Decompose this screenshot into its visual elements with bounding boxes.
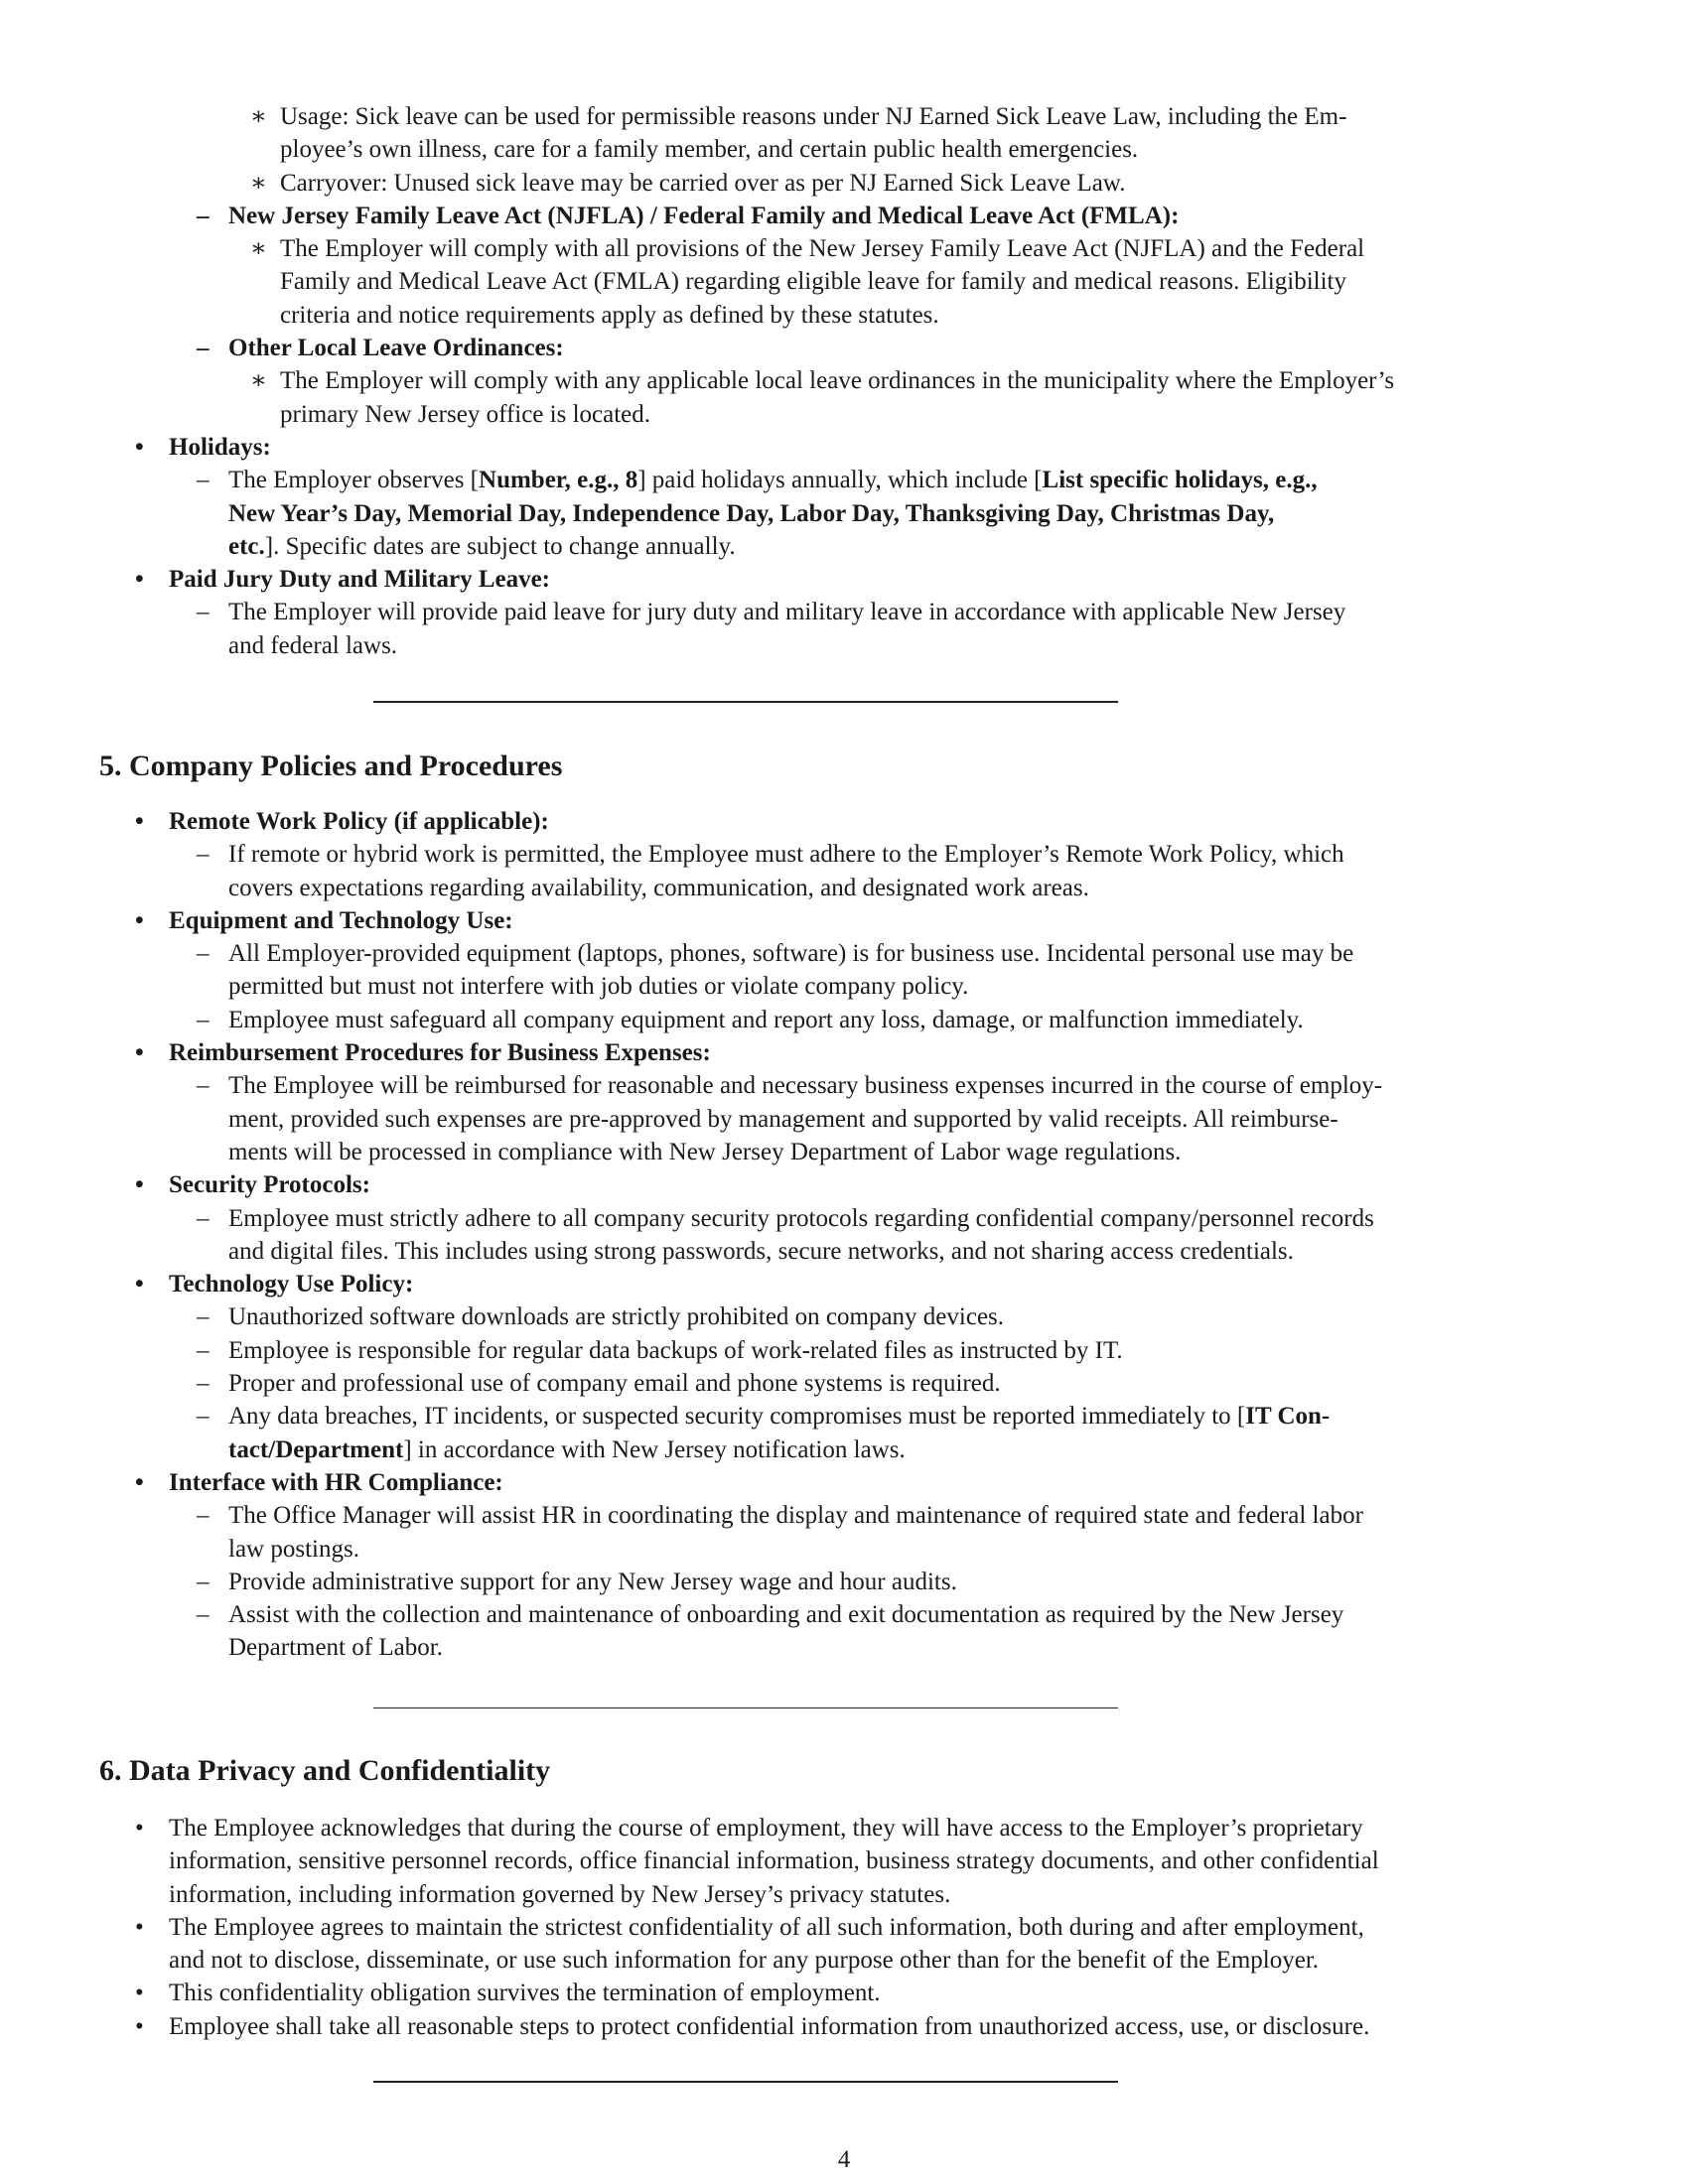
page-number: 4 (837, 2146, 851, 2173)
section-5-list: • Remote Work Policy (if applicable): – If remote or hybrid work is permitted, the Employee must adhere to the Employer’s Remote Work Policy, which covers expectations regarding availability, communication, and designated work areas. • Equipment and Technology Use: – All Employer-provided equipment (laptops, phones, software) is for business use. Incidental personal use may be permitted but must not interfere with job duties or violate company policy. – Employee must safeguard all company equipment and report any loss, damage, or malfunction immediately. • Reimbursement Procedures for Business Expenses: – The Employee will be reimbursed for reasonable and necessary business expenses incurred in the course of employ- ment, provided such expenses are pre-approved by management and supported by valid receipts. All reimburse- ments will be processed in compliance with New Jersey Department of Labor wage regulations. • Security Protocols: – Employee must strictly adhere to all company security protocols regarding confidential company/personnel records and digital files. This includes using strong passwords, secure networks, and not sharing access credentials. • Technology Use Policy: – Unauthorized software downloads are strictly prohibited on company devices. – Employee is responsible for regular data backups of work-related files as instructed by IT. – Proper and professional use of company email and phone systems is required. – Any data breaches, IT incidents, or suspected security compromises must be reported immediately to [IT Con- tact/Department] in accordance with New Jersey notification laws. • Interface with HR Compliance: – The Office Manager will assist HR in coordinating the display and maintenance of required state and federal labor law postings. – Provide administrative support for any New Jersey wage and hour audits. – Assist with the collection and maintenance of onboarding and exit documentation as required by the New Jersey Department of Labor. (99, 805, 1589, 1665)
list-item: – If remote or hybrid work is permitted, the Employee must adhere to the Employer’s Remote Work Policy, which (197, 841, 1344, 869)
section-divider (373, 701, 1118, 703)
list-item: ∗ Carryover: Unused sick leave may be carried over as per NJ Earned Sick Leave Law. (250, 169, 1126, 197)
hr-compliance-heading: • Interface with HR Compliance: (135, 1468, 503, 1496)
list-item: – Employee must strictly adhere to all company security protocols regarding confidential company/personnel records (197, 1204, 1374, 1232)
leave-list-continued: ∗ Usage: Sick leave can be used for permissible reasons under NJ Earned Sick Leave Law, including the Em- ployee’s own illness, care for a family member, and certain public health emergencies. ∗ Carryover: Unused sick leave may be carried over as per NJ Earned Sick Leave Law. – New Jersey Family Leave Act (NJFLA) / Federal Family and Medical Leave Act (FMLA): ∗ The Employer will comply with all provisions of the New Jersey Family Leave Act (NJFLA) and the Federal Family and Medical Leave Act (FMLA) regarding eligible leave for family and medical reasons. Eligibility criteria and notice requirements apply as defined by these statutes. – Other Local Leave Ordinances: ∗ The Employer will comply with any applicable local leave ordinances in the municipality where the Employer’s primary New Jersey office is located. • Holidays: – The Employer observes [Number, e.g., 8] paid holidays annually, which include [List specific holidays, e.g., New Year’s Day, Memorial Day, Independence Day, Labor Day, Thanksgiving Day, Christmas Day, etc.]. Specific dates are subject to change annually. • Paid Jury Duty and Military Leave: – The Employer will provide paid leave for jury duty and military leave in accordance with applicable New Jersey and federal laws. (99, 100, 1589, 662)
section-6 (99, 1751, 1589, 1791)
list-item: – The Employer will provide paid leave for jury duty and military leave in accordance with applicable New Jersey (197, 599, 1346, 626)
list-item: – Unauthorized software downloads are strictly prohibited on company devices. (197, 1303, 1005, 1331)
list-item: ∗ Usage: Sick leave can be used for permissible reasons under NJ Earned Sick Leave Law, including the Em- (250, 103, 1347, 130)
list-item: – Assist with the collection and maintenance of onboarding and exit documentation as required by the New Jersey (197, 1601, 1344, 1629)
section-divider (373, 1707, 1118, 1708)
list-item: – Employee must safeguard all company equipment and report any loss, damage, or malfunction immediately. (197, 1006, 1304, 1033)
equipment-heading: • Equipment and Technology Use: (135, 906, 513, 934)
list-item: – The Employer observes [Number, e.g., 8] paid holidays annually, which include [List specific holidays, e.g., (197, 467, 1318, 494)
njfla-heading: – New Jersey Family Leave Act (NJFLA) / Federal Family and Medical Leave Act (FMLA): (197, 202, 1180, 229)
remote-work-heading: • Remote Work Policy (if applicable): (135, 808, 549, 835)
section-divider (373, 2081, 1118, 2083)
list-item: • The Employee agrees to maintain the strictest confidentiality of all such information, both during and after employment, (135, 1913, 1364, 1941)
list-item: ∗ The Employer will comply with any applicable local leave ordinances in the municipality where the Employer’s (250, 367, 1395, 395)
list-item: • This confidentiality obligation survives the termination of employment. (135, 1979, 881, 2007)
section-title: 6. Data Privacy and Confidentiality (99, 1754, 551, 1787)
section-6-list: • The Employee acknowledges that during the course of employment, they will have access to the Employer’s proprietary information, sensitive personnel records, office financial information, business strategy documents, and other confidential information, including information governed by New Jersey’s privacy statutes. • The Employee agrees to maintain the strictest confidentiality of all such information, both during and after employment, and not to disclose, disseminate, or use such information for any purpose other than for the benefit of the Employer. • This confidentiality obligation survives the termination of employment. • Employee shall take all reasonable steps to protect confidential information from unauthorized access, use, or disclosure. (99, 1812, 1589, 2043)
local-leave-heading: – Other Local Leave Ordinances: (197, 335, 564, 362)
reimbursement-heading: • Reimbursement Procedures for Business Expenses: (135, 1039, 711, 1067)
section-title: 5. Company Policies and Procedures (99, 750, 563, 782)
list-item: – Employee is responsible for regular data backups of work-related files as instructed by IT. (197, 1336, 1123, 1364)
list-item: • Employee shall take all reasonable steps to protect confidential information from unauthorized access, use, or disclosure. (135, 2012, 1370, 2040)
technology-heading: • Technology Use Policy: (135, 1271, 414, 1298)
list-item: – All Employer-provided equipment (laptops, phones, software) is for business use. Incidental personal use may be (197, 940, 1354, 968)
section-5 (99, 747, 1589, 786)
holidays-heading: • Holidays: (135, 433, 271, 461)
jury-duty-heading: • Paid Jury Duty and Military Leave: (135, 566, 551, 594)
list-item: – The Employee will be reimbursed for reasonable and necessary business expenses incurred in the course of employ- (197, 1072, 1383, 1100)
list-item: – The Office Manager will assist HR in coordinating the display and maintenance of required state and federal labor (197, 1502, 1363, 1530)
security-heading: • Security Protocols: (135, 1171, 370, 1199)
list-item: ∗ The Employer will comply with all provisions of the New Jersey Family Leave Act (NJFLA) and the Federal (250, 235, 1365, 263)
list-item: • The Employee acknowledges that during the course of employment, they will have access to the Employer’s proprietary (135, 1815, 1363, 1842)
list-item: – Proper and professional use of company email and phone systems is required. (197, 1370, 1001, 1398)
list-item: – Any data breaches, IT incidents, or suspected security compromises must be reported immediately to [IT Con- (197, 1403, 1331, 1431)
list-item: – Provide administrative support for any New Jersey wage and hour audits. (197, 1568, 957, 1595)
